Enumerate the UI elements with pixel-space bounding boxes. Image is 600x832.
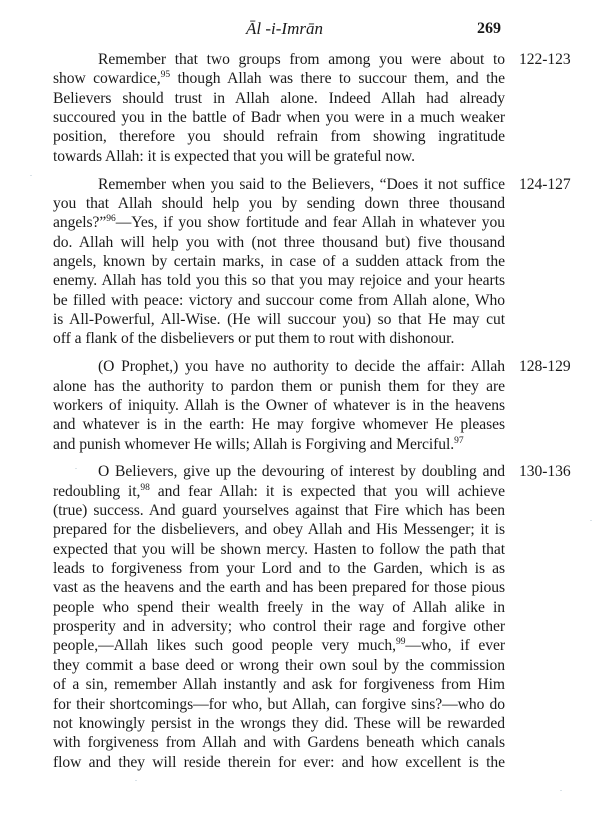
scan-speck (135, 780, 137, 781)
text-line: Remember when you said to the Believers, “Does it not suffice (98, 175, 505, 193)
paragraph (53, 357, 571, 454)
verse-reference: 130-136 (519, 463, 571, 481)
text-line: enemy. Allah has told you this so that you may rejoice and your hearts (53, 272, 505, 290)
body-text (53, 50, 571, 780)
footnote-marker: 95 (160, 70, 171, 81)
scan-speck (590, 520, 592, 521)
text-line: flow and they will reside therein for ever: and how excellent is the (53, 753, 505, 771)
text-line: angels, known by certain marks, in case of a sudden attack from the (53, 252, 505, 270)
text-line: and punish whomever He wills; Allah is Forgiving and Merciful.$^{97}$ (53, 435, 464, 453)
paragraph-lines (53, 357, 505, 454)
text-line: off a flank of the disbelievers or put them to rout with dishonour. (53, 330, 455, 348)
paragraph (53, 50, 571, 166)
text-line: (O Prophet,) you have no authority to decide the affair: Allah (98, 358, 505, 376)
text-line: position, therefore you should refrain from showing ingratitude (53, 128, 505, 146)
text-line: with forgiveness from Allah and with Gardens beneath which canals (53, 734, 505, 752)
verse-reference: 122-123 (519, 51, 571, 68)
text-line: prosperity and in adversity; who control their rage and forgive other (53, 618, 505, 636)
footnote-marker: 98 (140, 482, 150, 493)
page-number: 269 (477, 20, 501, 37)
text-line: expected that you will be shown mercy. Hasten to follow the path that (53, 540, 505, 558)
scan-speck (75, 468, 77, 469)
scan-speck (560, 790, 562, 791)
text-line: (true) success. And guard yourselves against that Fire which has been (53, 502, 505, 520)
text-line: people who spend their wealth freely in the way of Allah alike in (53, 598, 505, 616)
footnote-marker: 97 (454, 435, 464, 446)
text-line: redoubling it,$^{98}$ and fear Allah: it is expected that you will achieve (53, 482, 506, 500)
text-line: prepared for the disbelievers, and obey Allah and His Messenger; it is (53, 521, 505, 539)
text-line: is All-Powerful, All-Wise. (He will succour you) so that He may cut (53, 310, 505, 328)
text-line: Remember that two groups from among you were about to (98, 51, 505, 68)
verse-reference: 124-127 (519, 175, 571, 193)
page-header (0, 18, 600, 42)
paragraph-lines (53, 462, 505, 772)
scan-speck (30, 175, 32, 176)
text-line: succoured you in the battle of Badr when you were in a much weaker (53, 109, 505, 127)
text-line: be filled with peace: victory and succour come from Allah alone, Who (53, 291, 505, 309)
text-line: not knowingly persist in the wrongs they did. These will be rewarded (53, 714, 505, 732)
text-line: vast as the heavens and the earth and has been prepared for those pious (53, 579, 505, 597)
text-line: workers of iniquity. Allah is the Owner of whatever is in the heavens (53, 396, 505, 414)
text-line: angels?”$^{96}$—Yes, if you show fortitude and fear Allah in whatever you (53, 214, 505, 232)
text-line: for their shortcomings—for who, but Allah, can forgive sins?—who do (53, 695, 505, 713)
paragraph (53, 175, 571, 349)
text-line: of a sin, remember Allah instantly and ask for forgiveness from Him (53, 676, 505, 694)
footnote-marker: 99 (396, 637, 406, 648)
text-line: leads to forgiveness from your Lord and to the Garden, which is as (53, 560, 505, 578)
footnote-marker: 96 (106, 214, 116, 225)
text-line: alone has the authority to pardon them or punish them for they are (53, 377, 505, 395)
text-line: O Believers, give up the devouring of interest by doubling and (98, 463, 505, 481)
text-line: people,—Allah likes such good people very much,$^{99}$—who, if ever (53, 637, 505, 655)
text-line: they commit a base deed or wrong their own soul by the commission (53, 656, 505, 674)
text-line: do. Allah will help you with (not three thousand but) five thousand (53, 233, 505, 251)
text-line: and whatever is in the earth: He may forgive whomever He pleases (53, 416, 505, 434)
paragraph-lines (53, 50, 505, 166)
running-title: Āl -i-Imrān (246, 19, 323, 38)
text-line: show cowardice,$^{95}$ though Allah was there to succour them, and the (53, 70, 505, 88)
paragraph-lines (53, 175, 505, 349)
verse-reference: 128-129 (519, 358, 571, 376)
paragraph (53, 462, 571, 772)
text-line: you that Allah should help you by sending down three thousand (53, 194, 505, 212)
text-line: Believers should trust in Allah alone. Indeed Allah had already (53, 89, 505, 107)
text-line: towards Allah: it is expected that you will be grateful now. (53, 147, 415, 165)
